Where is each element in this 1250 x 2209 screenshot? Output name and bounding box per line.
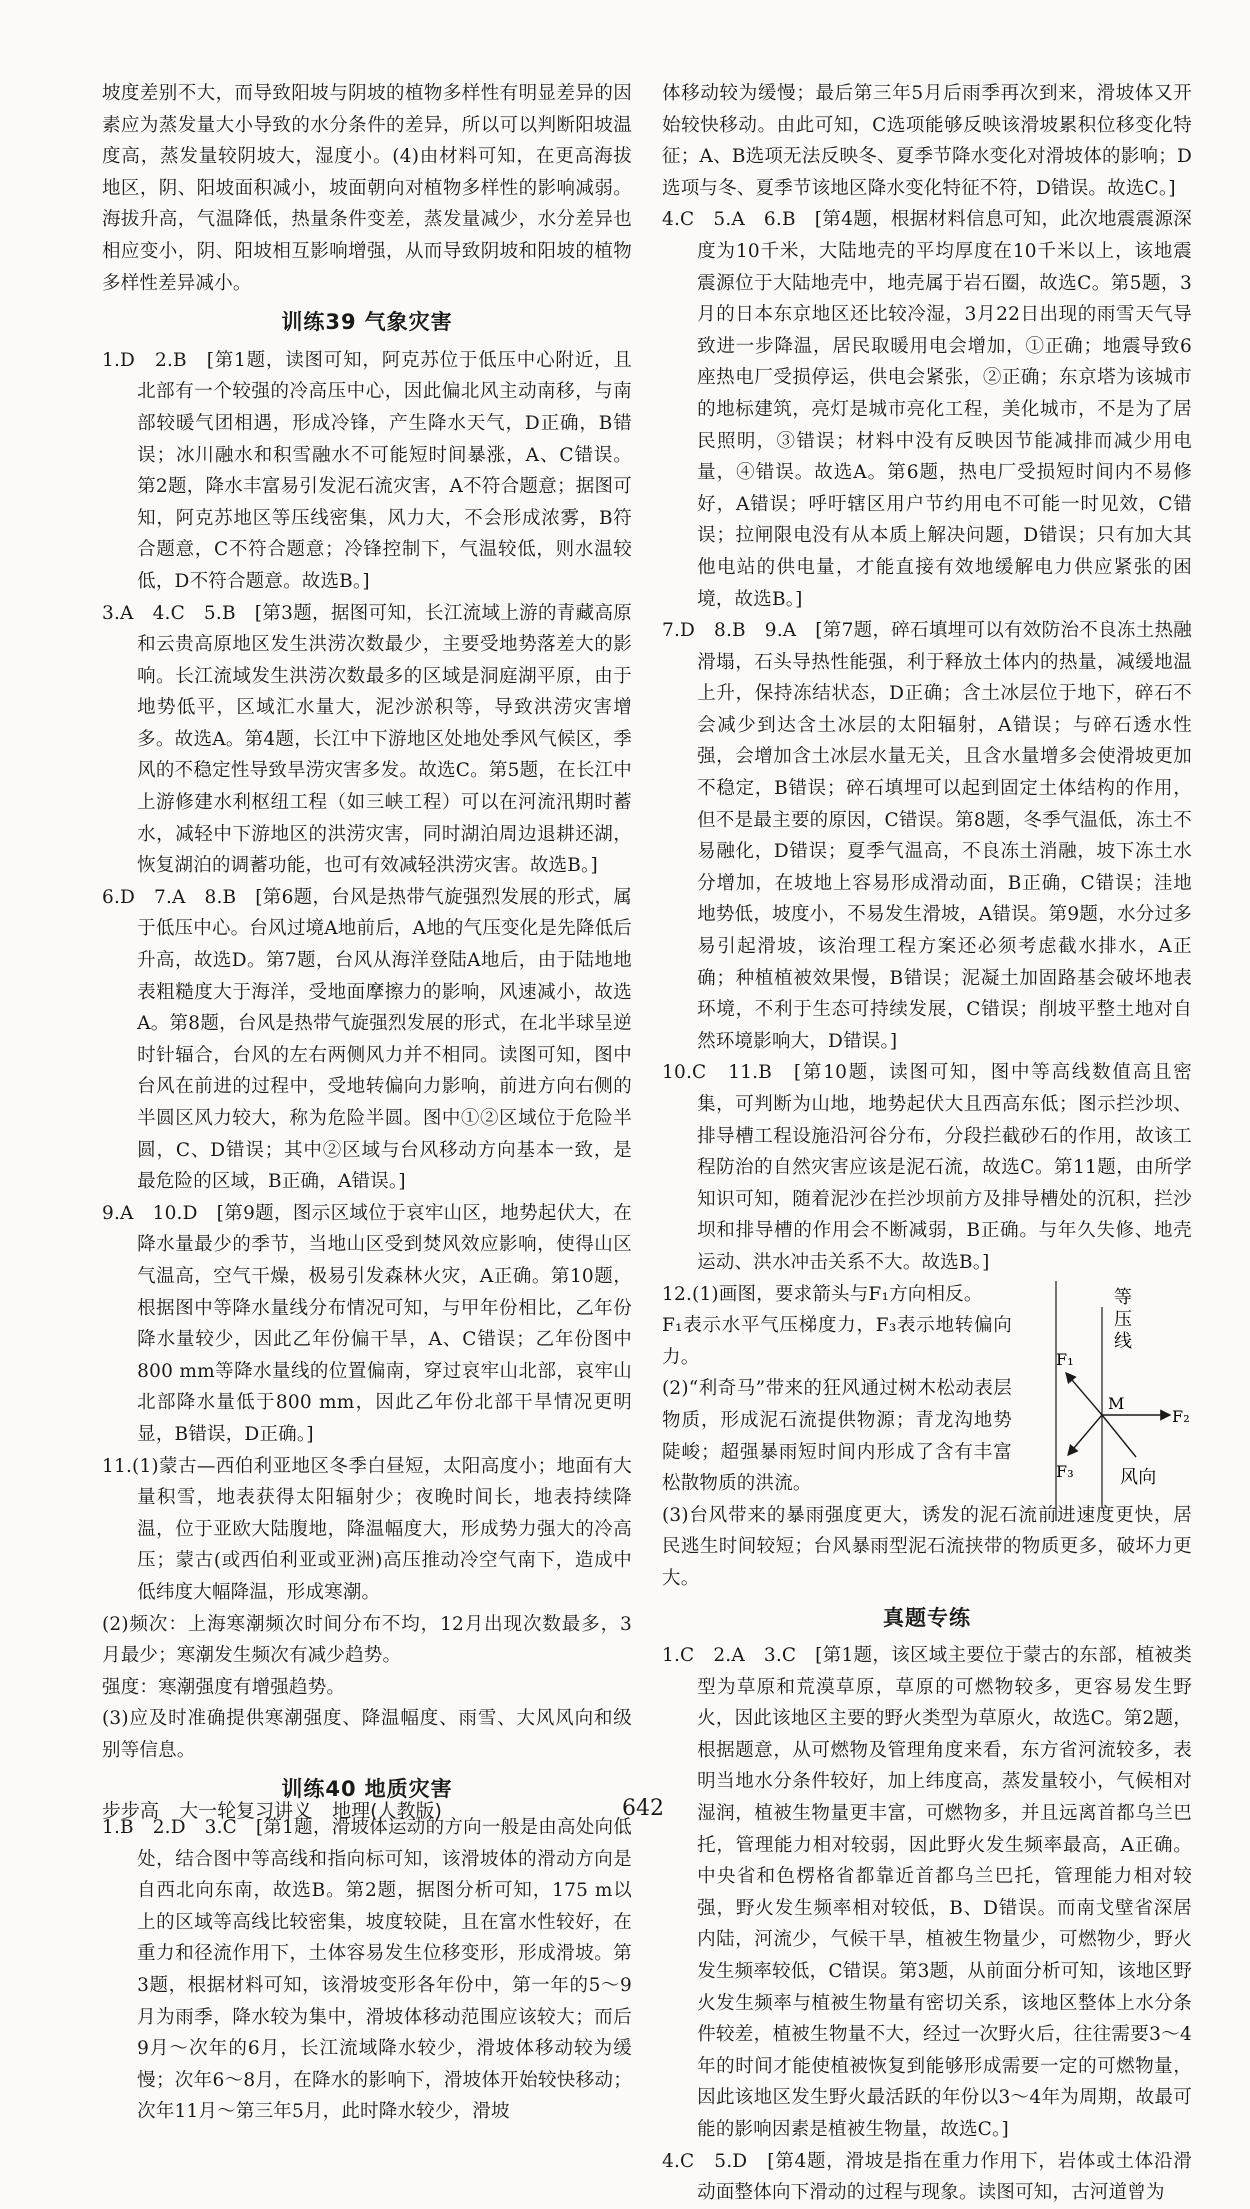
- continued-paragraph: 体移动较为缓慢；最后第三年5月后雨季再次到来，滑坡体又开始较快移动。由此可知，C选项能够反映该滑坡累积位移变化特征；A、B选项无法反映冬、夏季节降水变化对滑坡体的影响；D选项与冬、夏季节该地区降水变化特征不符，D错误。故选C。]: [662, 83, 1192, 199]
- force-diagram: [1042, 1277, 1192, 1521]
- f1-arrow: [1066, 1373, 1102, 1415]
- f3-arrow: [1068, 1415, 1102, 1455]
- answer-40-1-3: 1.B 2.D 3.C [第1题，滑坡体运动的方向一般是由高处向低处，结合图中等高线和指向标可知，该滑坡体的滑动方向是自西北向东南，故选B。第2题，据图分析可知，175 m以上的区域等高线比较密集，坡度较陡，且在富水性较好，在重力和径流作用下，土体容易发生位移变形，形成滑坡。第3题，根据材料可知，该滑坡变形各年份中，第一年的5～9月为雨季，降水较为集中，滑坡体移动范围应该较大；而后9月～次年的6月，长江流域降水较少，滑坡体移动较为缓慢；次年6～8月，在降水的影响下，滑坡体开始较快移动；次年11月～第三年5月，此时降水较少，滑坡: [102, 1817, 632, 2123]
- answer-11-intensity: 强度：寒潮强度有增强趋势。: [102, 1676, 346, 1698]
- f3-label: F₃: [1056, 1461, 1074, 1481]
- point-m-label: M: [1108, 1393, 1125, 1413]
- subject-name: 地理(人教版): [332, 1800, 442, 1822]
- footer-series-info: [102, 1796, 456, 1823]
- answer-12-part2: (2)“利奇马”带来的狂风通过树木松动表层物质，形成泥石流提供物源；青龙沟地势陡峻；超强暴雨短时间内形成了含有丰富松散物质的洪流。: [662, 1378, 1012, 1495]
- section-heading-real: 真题专练: [883, 1605, 971, 1630]
- answer-11-part3: (3)应及时准确提供寒潮强度、降温幅度、雨雪、大风风向和级别等信息。: [102, 1708, 632, 1761]
- f1-label: F₁: [1056, 1349, 1074, 1369]
- answer-12-forces: F₁表示水平气压梯度力，F₃表示地转偏向力。: [662, 1315, 1012, 1368]
- answer-real-1-3: 1.C 2.A 3.C [第1题，该区域主要位于蒙古的东部，植被类型为草原和荒漠草原，草原的可燃物较多，更容易发生野火，因此该地区主要的野火类型为草原火，故选C。第2题，根据题意，从可燃物及管理角度来看，东方省河流较多，表明当地水分条件较好，加上纬度高，蒸发量较小，气候相对湿润，植被生物量更丰富，可燃物多，并且远离首都乌兰巴托，管理能力相对较弱，因此野火发生频率最高，A正确。中央省和色楞格省都靠近首都乌兰巴托，管理能力相对较强，野火发生频率相对较低，B、D错误。而南戈壁省深居内陆，河流少，气候干旱，植被生物量少，可燃物少，野火发生频率较低，C错误。第3题，从前面分析可知，该地区野火发生频率与植被生物量有密切关系，该地区整体上水分条件较差，植被生物量不大，经过一次野火后，往往需要3～4年的时间才能使植被恢复到能够形成需要一定的可燃物量，因此该地区发生野火最活跃的年份以3～4年为周期，故最可能的影响因素是植被生物量，故选C。]: [662, 1645, 1192, 2140]
- section-number: 训练40: [281, 1777, 357, 1802]
- answer-4-6: 4.C 5.A 6.B [第4题，根据材料信息可知，此次地震震源深度为10千米，大陆地壳的平均厚度在10千米以上，该地震震源位于大陆地壳中，地壳属于岩石圈，故选C。第5题，3月的日本东京地区还比较冷湿，3月22日出现的雨雪天气导致进一步降温，居民取暖用电会增加，①正确；地震导致6座热电厂受损停运，供电会紧张，②正确；东京塔为该城市的地标建筑，亮灯是城市亮化工程，美化城市，不是为了居民照明，③错误；材料中没有反映因节能减排而减少用电量，④错误。故选A。第6题，热电厂受损短时间内不易修好，A错误；呼吁辖区用户节约用电不可能一时见效，C错误；拉闸限电没有从本质上解决问题，D错误；只有加大其他电站的供电量，才能直接有效地缓解电力供应紧张的困境，故选B。]: [662, 209, 1192, 610]
- answer-11-part2: (2)频次：上海寒潮频次时间分布不均，12月出现次数最多，3月最少；寒潮发生频次有减少趋势。: [102, 1613, 632, 1667]
- answer-9-10: 9.A 10.D [第9题，图示区域位于哀牢山区，地势起伏大，在降水量最少的季节，当地山区受到焚风效应影响，使得山区气温高，空气干燥，极易引发森林火灾，A正确。第10题，根据图中等降水量线分布情况可知，与甲年份相比，乙年份降水量较少，因此乙年份偏干旱，A、C错误；乙年份图中800 mm等降水量线的位置偏南，穿过哀牢山北部，哀牢山北部降水量低于800 mm，因此乙年份北部干旱情况更明显，B错误，D正确。]: [102, 1202, 632, 1445]
- answer-10-11: 10.C 11.B [第10题，读图可知，图中等高线数值高且密集，可判断为山地，地势起伏大且西高东低；图示拦沙坝、排导槽工程设施沿河谷分布，分段拦截砂石的作用，故该工程防治的自然灾害应该是泥石流，故选C。第11题，由所学知识可知，随着泥沙在拦沙坝前方及排导槽处的沉积，拦沙坝和排导槽的作用会不断减弱，B正确。与年久失修、地壳运动、洪水冲击关系不大。故选B。]: [662, 1062, 1192, 1273]
- answer-7-9: 7.D 8.B 9.A [第7题，碎石填埋可以有效防治不良冻土热融滑塌，石头导热性能强，利于释放土体内的热量，减缓地温上升，保持冻结状态，D正确；含土冰层位于地下，碎石不会减少到达含土冰层的太阳辐射，A错误；与碎石透水性强，会增加含土冰层水量无关，且含水量增多会使滑坡更加不稳定，B错误；碎石填埋可以起到固定土体结构的作用，但不是最主要的原因，C错误。第8题，冬季气温低，冻土不易融化，D错误；夏季气温高，不良冻土消融，坡下冻土水分增加，在坡地上容易形成滑动面，B正确，C错误；洼地地势低，坡度小，不易发生滑坡，A错误。第9题，水分过多易引起滑坡，该治理工程方案还必须考虑截水排水，A正确；种植植被效果慢，B错误；泥凝土加固路基会破坏地表环境，不利于生态可持续发展，C错误；削坡平整土地对自然环境影响大，D错误。]: [662, 620, 1192, 1052]
- section-number: 训练39: [281, 310, 357, 335]
- answer-3-5: 3.A 4.C 5.B [第3题，据图可知，长江流域上游的青藏高原和云贵高原地区发生洪涝次数最少，主要受地势落差大的影响。长江流域发生洪涝次数最多的区域是洞庭湖平原，由于地势低平，区域汇水量大，泥沙淤积等，导致洪涝灾害增多。故选A。第4题，长江中下游地区处地处季风气候区，季风的不稳定性导致旱涝灾害多发。故选C。第5题，在长江中上游修建水利枢纽工程（如三峡工程）可以在河流汛期时蓄水，减轻中下游地区的洪涝灾害，同时湖泊周边退耕还湖，恢复湖泊的调蓄功能，也可有效减轻洪涝灾害。故选B。]: [102, 602, 632, 877]
- intro-paragraph: 坡度差别不大，而导致阳坡与阴坡的植物多样性有明显差异的因素应为蒸发量大小导致的水分条件的差异，所以可以判断阳坡温度高，蒸发量较阴坡大，湿度小。(4)由材料可知，在更高海拔地区，阴、阳坡面积减小，坡面朝向对植物多样性的影响减弱。海拔升高，气温降低，热量条件变差，蒸发量减少，水分差异也相应变小，阴、阳坡相互影响增强，从而导致阴坡和阳坡的植物多样性差异减小。: [102, 83, 632, 294]
- f2-label: F₂: [1172, 1406, 1190, 1426]
- series-name: 步步高: [102, 1800, 160, 1822]
- section-title: 地质灾害: [364, 1777, 453, 1802]
- wind-line: [1102, 1415, 1136, 1457]
- answer-12-part1: 12.(1)画图，要求箭头与F₁方向相反。: [662, 1283, 983, 1305]
- answer-6-8: 6.D 7.A 8.B [第6题，台风是热带气旋强烈发展的形式，属于低压中心。台风过境A地前后，A地的气压变化是先降低后升高，故选D。第7题，台风从海洋登陆A地后，由于陆地地表粗糙度大于海洋，受地面摩擦力的影响，风速减小，故选A。第8题，台风是热带气旋强烈发展的形式，在北半球呈逆时针辐合，台风的左右两侧风力并不相同。读图可知，图中台风在前进的过程中，受地转偏向力影响，前进方向右侧的半圆区风力较大，称为危险半圆。图中①②区域位于危险半圆，C、D错误；其中②区域与台风移动方向基本一致，是最危险的区域，B正确，A错误。]: [102, 886, 632, 1193]
- isobar-label-1: 等: [1114, 1286, 1133, 1308]
- answer-1-2: 1.D 2.B [第1题，读图可知，阿克苏位于低压中心附近，且北部有一个较强的冷高压中心，因此偏北风主动南移，与南部较暖气团相遇，形成冷锋，产生降水天气，D正确，B错误；冰川融水和积雪融水不可能短时间暴涨，A、C错误。第2题，降水丰富易引发泥石流灾害，A不符合题意；据图可知，阿克苏地区等压线密集，风力大，不会形成浓雾，B符合题意，C不符合题意；冷锋控制下，气温较低，则水温较低，D不符合题意。故选B。]: [102, 349, 632, 592]
- answer-11-part1: 11.(1)蒙古—西伯利亚地区冬季白昼短，太阳高度小；地面有大量积雪，地表获得太阳辐射少；夜晚时间长，地表持续降温，位于亚欧大陆腹地，降温幅度大，形成势力强大的冷高压；蒙古(或西伯利亚或亚洲)高压推动冷空气南下，造成中低纬度大幅降温，形成寒潮。: [102, 1455, 632, 1603]
- answer-real-4-5: 4.C 5.D [第4题，滑坡是指在重力作用下，岩体或土体沿滑动面整体向下滑动的过程与现象。读图可知，古河道曾为: [662, 2150, 1192, 2204]
- page-number: 642: [622, 1796, 664, 1821]
- book-name: 大一轮复习讲义: [179, 1800, 313, 1822]
- answer-12-block: [662, 1279, 1192, 1500]
- section-heading-39: [102, 307, 632, 339]
- answer-12-part3: (3)台风带来的暴雨强度更大，诱发的泥石流前进速度更快，居民逃生时间较短；台风暴雨型泥石流挟带的物质更多，破坏力更大。: [662, 1504, 1192, 1589]
- section-title: 气象灾害: [364, 310, 453, 335]
- wind-direction-label: 风向: [1120, 1466, 1157, 1488]
- isobar-label-3: 线: [1114, 1330, 1133, 1352]
- right-column: [662, 78, 1192, 2209]
- isobar-label-2: 压: [1114, 1308, 1133, 1330]
